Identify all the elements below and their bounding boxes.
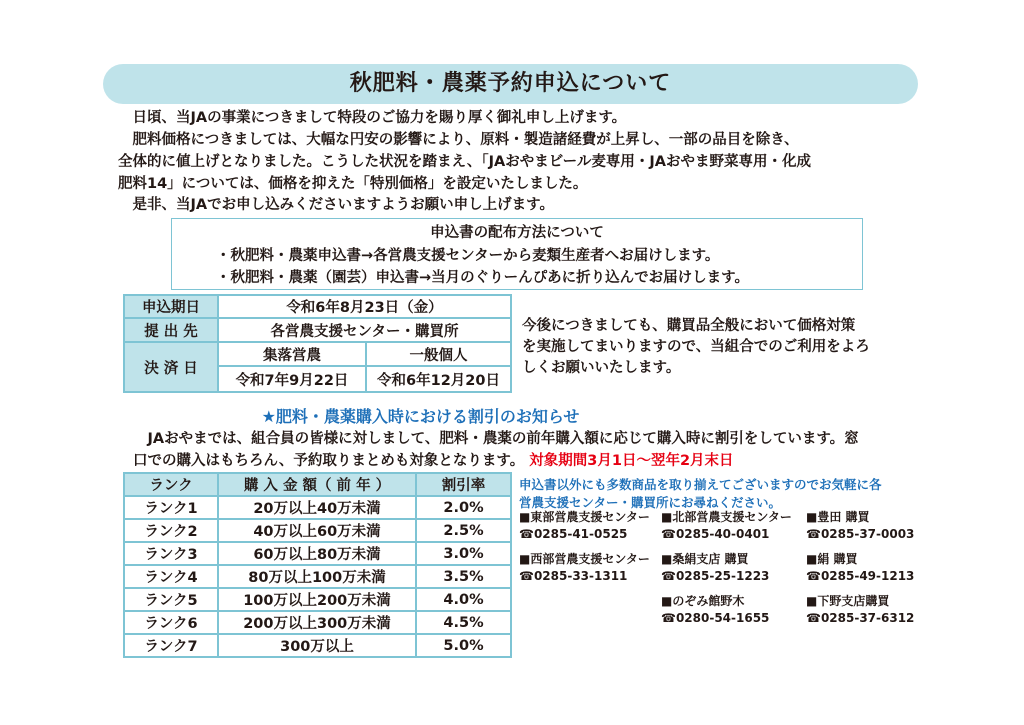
store-phone: ☎0280-54-1655	[661, 611, 770, 625]
table-row	[124, 588, 511, 611]
store-name: ■東部営農支援センター	[519, 510, 650, 524]
rank-cell: ランク6	[124, 611, 218, 634]
payment-label: 決 済 日	[124, 342, 218, 392]
store-phone: ☎0285-33-1311	[519, 569, 628, 583]
rate-header: 割引率	[416, 473, 511, 496]
store-name: ■下野支店購買	[806, 594, 890, 608]
store-note-line-2: 営農支援センター・購買所にお尋ねください。	[519, 495, 782, 510]
rate-cell: 5.0%	[416, 634, 511, 657]
store-note	[519, 476, 882, 512]
rank-cell: ランク1	[124, 496, 218, 519]
amount-cell: 80万以上100万未満	[218, 565, 416, 588]
amount-cell: 200万以上300万未満	[218, 611, 416, 634]
store-name: ■のぞみ館野木	[661, 594, 745, 608]
store-name: ■絹 購買	[806, 552, 858, 566]
rate-cell: 4.5%	[416, 611, 511, 634]
store-entry	[806, 593, 914, 627]
payment-col-individual: 一般個人	[366, 342, 511, 366]
discount-title: ★肥料・農薬購入時における割引のお知らせ	[261, 407, 580, 426]
table-row	[124, 634, 511, 657]
payment-col-group: 集落営農	[218, 342, 366, 366]
table-row	[124, 496, 511, 519]
rank-cell: ランク5	[124, 588, 218, 611]
store-entry	[661, 593, 769, 627]
deadline-label: 申込期日	[124, 295, 218, 318]
distribution-line-2: ・秋肥料・農薬（園芸）申込書→当月のぐりーんぴあに折り込んでお届けします。	[216, 270, 749, 286]
deadline-value: 令和6年8月23日（金）	[218, 295, 511, 318]
amount-cell: 300万以上	[218, 634, 416, 657]
distribution-title: 申込書の配布方法について	[430, 225, 604, 241]
rate-cell: 4.0%	[416, 588, 511, 611]
rate-cell: 3.5%	[416, 565, 511, 588]
amount-cell: 60万以上80万未満	[218, 542, 416, 565]
store-entry	[806, 551, 914, 585]
rank-cell: ランク2	[124, 519, 218, 542]
table-row	[124, 611, 511, 634]
rank-cell: ランク7	[124, 634, 218, 657]
intro-line-1: 日頃、当JAの事業につきまして特段のご協力を賜り厚く御礼申し上げます。	[118, 110, 627, 126]
store-phone: ☎0285-41-0525	[519, 527, 628, 541]
store-name: ■桑絹支店 購買	[661, 552, 749, 566]
application-info-table	[123, 294, 512, 393]
notice-line-3: しくお願いいたします。	[522, 360, 681, 376]
intro-line-2: 肥料価格につきましては、大幅な円安の影響により、原料・製造諸経費が上昇し、一部の品目を除き、	[118, 132, 799, 148]
rank-cell: ランク3	[124, 542, 218, 565]
discount-line-2-wrap	[133, 449, 734, 470]
table-row	[124, 542, 511, 565]
intro-line-4: 肥料14」については、価格を抑えた「特別価格」を設定いたしました。	[118, 176, 588, 192]
store-name: ■北部営農支援センター	[661, 510, 792, 524]
amount-cell: 100万以上200万未満	[218, 588, 416, 611]
discount-line-2: 口での購入はもちろん、予約取りまとめも対象となります。	[133, 453, 525, 469]
rate-cell: 3.0%	[416, 542, 511, 565]
store-phone: ☎0285-37-0003	[806, 527, 915, 541]
discount-period: 対象期間3月1日～翌年2月末日	[529, 453, 734, 469]
distribution-line-1: ・秋肥料・農薬申込書→各営農支援センターから麦類生産者へお届けします。	[216, 248, 720, 264]
store-entry	[519, 551, 650, 585]
rank-header: ランク	[124, 473, 218, 496]
amount-cell: 40万以上60万未満	[218, 519, 416, 542]
rate-cell: 2.0%	[416, 496, 511, 519]
store-phone: ☎0285-40-0401	[661, 527, 770, 541]
store-entry	[661, 509, 792, 543]
discount-rank-table	[123, 472, 512, 658]
notice-line-2: を実施してまいりますので、当組合でのご利用をよろ	[522, 339, 870, 355]
page-title: 秋肥料・農薬予約申込について	[103, 64, 918, 104]
store-phone: ☎0285-49-1213	[806, 569, 915, 583]
payment-date-individual: 令和6年12月20日	[366, 366, 511, 392]
amount-header: 購 入 金 額（ 前 年 ）	[218, 473, 416, 496]
payment-date-group: 令和7年9月22日	[218, 366, 366, 392]
intro-line-3: 全体的に値上げとなりました。こうした状況を踏まえ、「JAおやまビール麦専用・JAおやま野菜専用・化成	[118, 154, 811, 170]
store-phone: ☎0285-25-1223	[661, 569, 770, 583]
price-notice	[522, 316, 870, 379]
table-row	[124, 519, 511, 542]
store-name: ■豊田 購買	[806, 510, 870, 524]
rank-cell: ランク4	[124, 565, 218, 588]
notice-line-1: 今後につきましても、購買品全般において価格対策	[522, 318, 856, 334]
store-phone: ☎0285-37-6312	[806, 611, 915, 625]
store-entry	[519, 509, 650, 543]
store-note-line-1: 申込書以外にも多数商品を取り揃えてございますのでお気軽に各	[519, 477, 882, 492]
submit-label: 提 出 先	[124, 318, 218, 342]
store-entry	[661, 551, 769, 585]
discount-line-1: JAおやまでは、組合員の皆様に対しまして、肥料・農薬の前年購入額に応じて購入時に割引をしています。窓	[133, 431, 859, 447]
store-name: ■西部営農支援センター	[519, 552, 650, 566]
rate-cell: 2.5%	[416, 519, 511, 542]
table-row	[124, 565, 511, 588]
amount-cell: 20万以上40万未満	[218, 496, 416, 519]
store-entry	[806, 509, 914, 543]
submit-value: 各営農支援センター・購買所	[218, 318, 511, 342]
intro-line-5: 是非、当JAでお申し込みくださいますようお願い申し上げます。	[118, 197, 554, 213]
